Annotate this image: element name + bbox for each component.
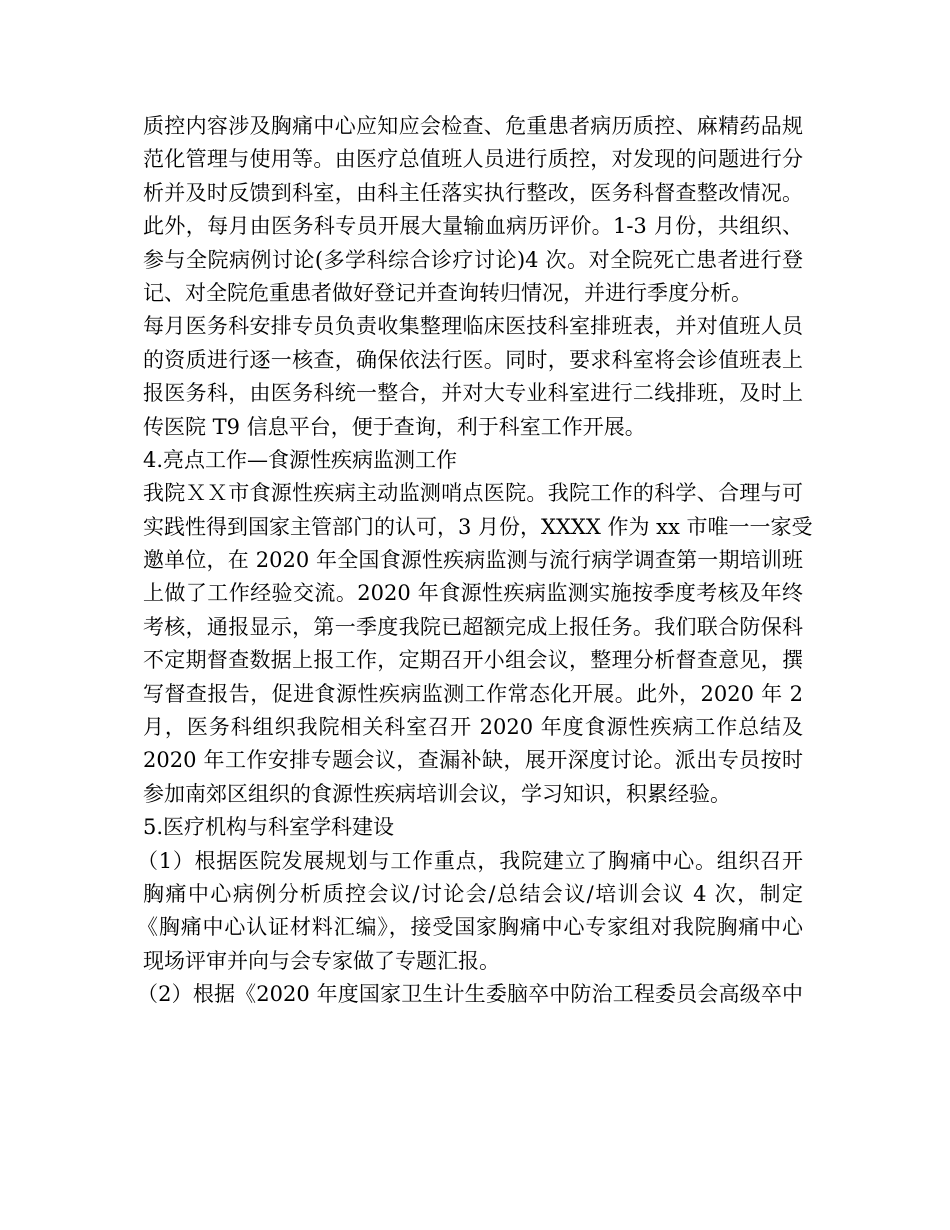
text-line: 考核，通报显示，第一季度我院已超额完成上报任务。我们联合防保科 (143, 614, 803, 639)
text-line: 此外，每月由医务科专员开展大量输血病历评价。1-3 月份，共组织、 (143, 214, 803, 239)
text-line: 月，医务科组织我院相关科室召开 2020 年度食源性疾病工作总结及 (143, 715, 803, 740)
text-line: 写督查报告，促进食源性疾病监测工作常态化开展。此外，2020 年 2 (143, 681, 803, 706)
text-line: 上做了工作经验交流。2020 年食源性疾病监测实施按季度考核及年终 (143, 581, 803, 606)
text-line: （1）根据医院发展规划与工作重点，我院建立了胸痛中心。组织召开 (137, 848, 803, 873)
text-line: 2020 年工作安排专题会议，查漏补缺，展开深度讨论。派出专员按时 (143, 748, 803, 773)
text-line: 记、对全院危重患者做好登记并查询转归情况，并进行季度分析。 (143, 280, 752, 305)
text-line: 5.医疗机构与科室学科建设 (143, 815, 395, 840)
text-line: 实践性得到国家主管部门的认可，3 月份，XXXX 作为 xx 市唯一一家受 (143, 514, 813, 539)
text-line: （2）根据《2020 年度国家卫生计生委脑卒中防治工程委员会高级卒中 (137, 982, 803, 1007)
text-line: 《胸痛中心认证材料汇编》，接受国家胸痛中心专家组对我院胸痛中心 (137, 915, 803, 940)
text-line: 每月医务科安排专员负责收集整理临床医技科室排班表，并对值班人员 (143, 314, 803, 339)
document-page (137, 110, 813, 1012)
text-line: 传医院 T9 信息平台，便于查询，利于科室工作开展。 (143, 414, 646, 439)
text-line: 邀单位，在 2020 年全国食源性疾病监测与流行病学调查第一期培训班 (143, 548, 803, 573)
text-line: 胸痛中心病例分析质控会议/讨论会/总结会议/培训会议 4 次，制定 (143, 881, 803, 906)
text-line: 参与全院病例讨论(多学科综合诊疗讨论)4 次。对全院死亡患者进行登 (143, 247, 803, 272)
text-line: 参加南郊区组织的食源性疾病培训会议，学习知识，积累经验。 (143, 781, 731, 806)
text-line: 我院ＸＸ市食源性疾病主动监测哨点医院。我院工作的科学、合理与可 (143, 481, 803, 506)
text-line: 4.亮点工作—食源性疾病监测工作 (143, 447, 458, 472)
text-line: 范化管理与使用等。由医疗总值班人员进行质控，对发现的问题进行分 (143, 147, 803, 172)
text-line: 报医务科，由医务科统一整合，并对大专业科室进行二线排班，及时上 (143, 381, 803, 406)
text-line: 现场评审并向与会专家做了专题汇报。 (143, 948, 500, 973)
text-line: 析并及时反馈到科室，由科主任落实执行整改，医务科督查整改情况。 (143, 180, 803, 205)
text-line: 不定期督查数据上报工作，定期召开小组会议，整理分析督查意见，撰 (143, 648, 803, 673)
text-line: 质控内容涉及胸痛中心应知应会检查、危重患者病历质控、麻精药品规 (143, 114, 803, 138)
text-line: 的资质进行逐一核查，确保依法行医。同时，要求科室将会诊值班表上 (143, 347, 803, 372)
